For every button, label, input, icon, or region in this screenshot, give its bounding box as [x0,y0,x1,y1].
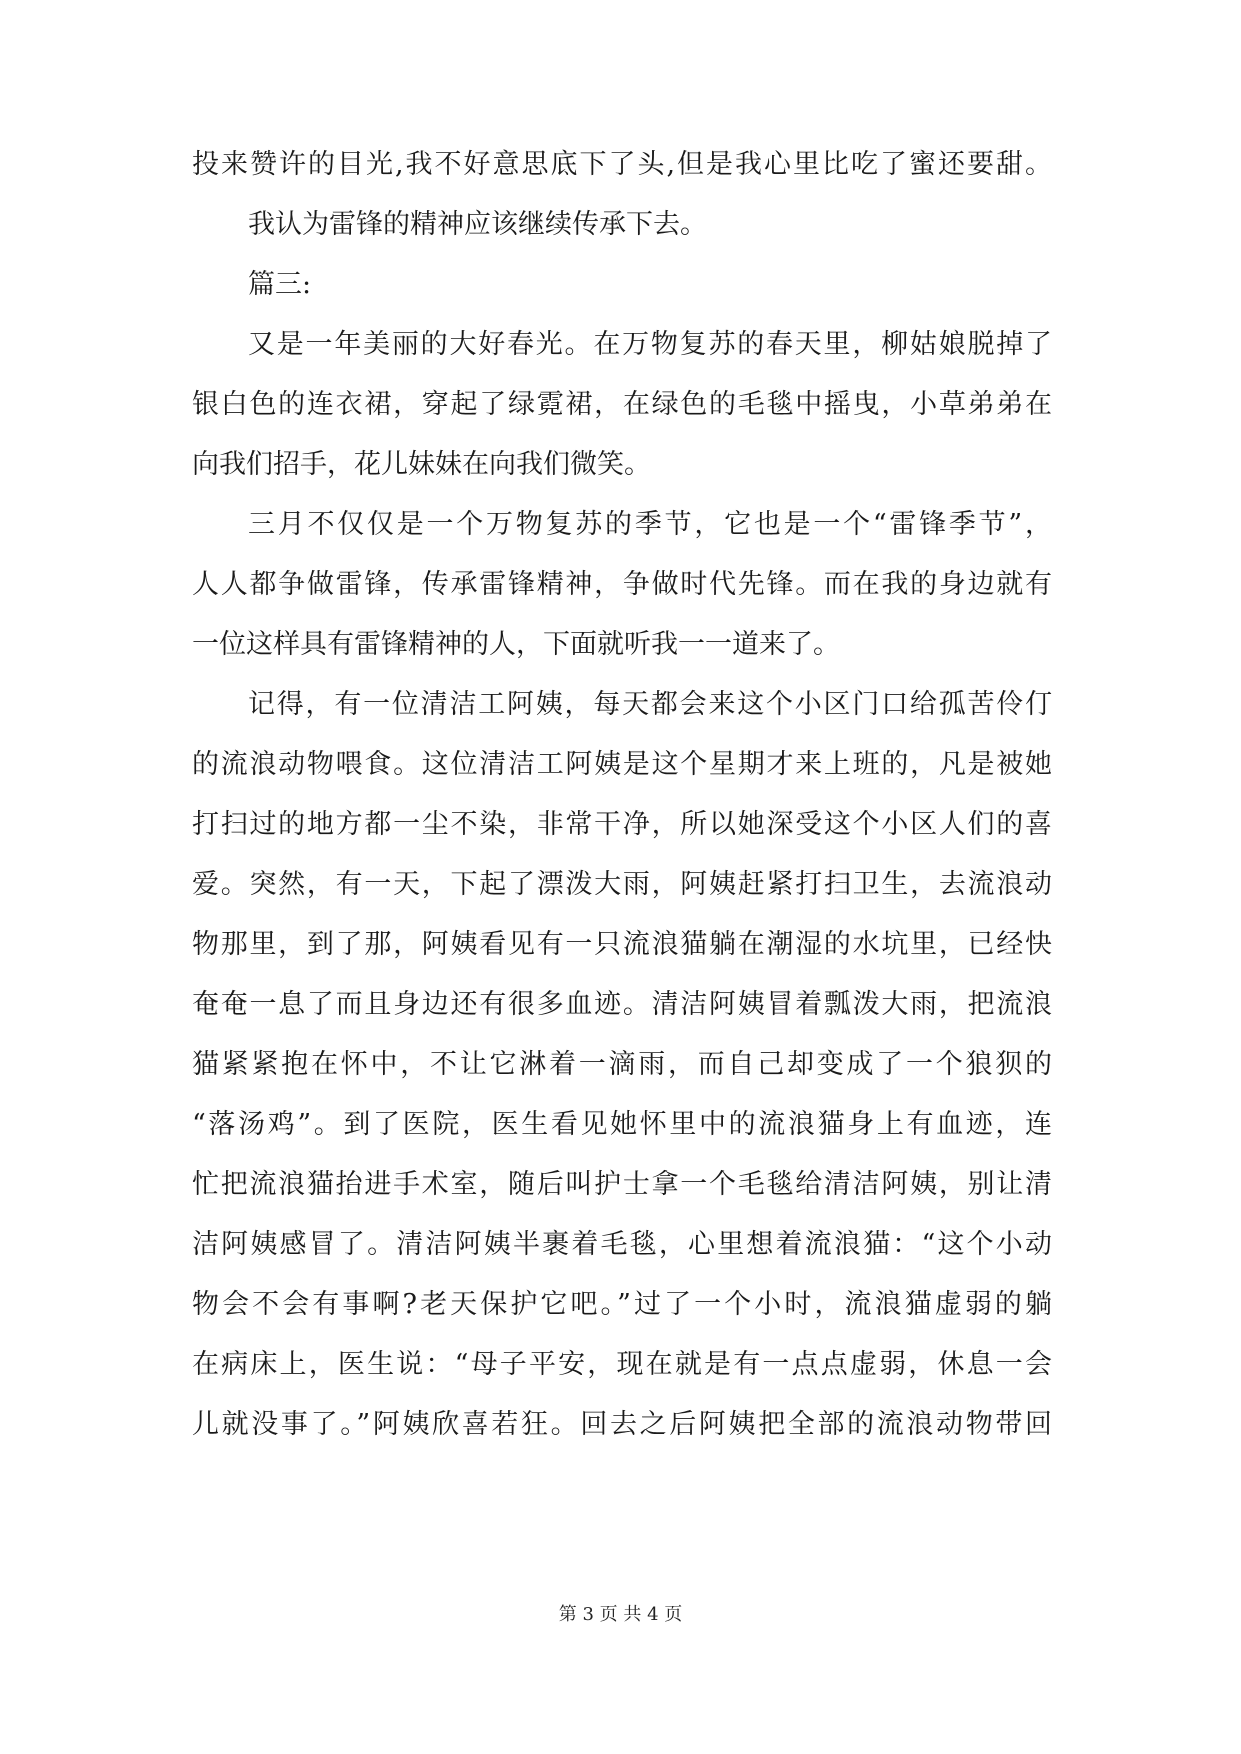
page-number-footer: 第 3 页 共 4 页 [558,1604,683,1625]
text-line: 儿就没事了。”阿姨欣喜若狂。回去之后阿姨把全部的流浪动物带回 [192,1409,1052,1440]
text-line: 银白色的连衣裙，穿起了绿霓裙，在绿色的毛毯中摇曳，小草弟弟在 [192,389,1052,420]
text-line: “落汤鸡”。到了医院，医生看见她怀里中的流浪猫身上有血迹，连 [192,1109,1052,1140]
text-line: 奄奄一息了而且身边还有很多血迹。清洁阿姨冒着瓢泼大雨，把流浪 [192,989,1052,1020]
text-line: 忙把流浪猫抬进手术室，随后叫护士拿一个毛毯给清洁阿姨，别让清 [192,1169,1052,1200]
text-line: 投来赞许的目光,我不好意思底下了头,但是我心里比吃了蜜还要甜。 [192,149,1052,180]
text-line: 打扫过的地方都一尘不染，非常干净，所以她深受这个小区人们的喜 [192,809,1052,840]
text-line: 猫紧紧抱在怀中，不让它淋着一滴雨，而自己却变成了一个狼狈的 [192,1049,1052,1080]
text-line: 的流浪动物喂食。这位清洁工阿姨是这个星期才来上班的，凡是被她 [192,749,1052,780]
text-line: 一位这样具有雷锋精神的人，下面就听我一一道来了。 [192,629,840,660]
text-line: 洁阿姨感冒了。清洁阿姨半裹着毛毯，心里想着流浪猫：“这个小动 [192,1229,1052,1260]
text-line: 向我们招手，花儿妹妹在向我们微笑。 [192,449,651,480]
text-line: 又是一年美丽的大好春光。在万物复苏的春天里，柳姑娘脱掉了 [248,329,1052,360]
text-line: 人人都争做雷锋，传承雷锋精神，争做时代先锋。而在我的身边就有 [192,569,1052,600]
text-line: 爱。突然，有一天，下起了漂泼大雨，阿姨赶紧打扫卫生，去流浪动 [192,869,1052,900]
text-line: 物那里，到了那，阿姨看见有一只流浪猫躺在潮湿的水坑里，已经快 [192,929,1052,960]
text-line: 记得，有一位清洁工阿姨，每天都会来这个小区门口给孤苦伶仃 [248,689,1052,720]
text-line: 在病床上，医生说：“母子平安，现在就是有一点点虚弱，休息一会 [192,1349,1052,1380]
text-line: 三月不仅仅是一个万物复苏的季节，它也是一个“雷锋季节”， [248,509,1052,540]
text-line: 物会不会有事啊?老天保护它吧。”过了一个小时，流浪猫虚弱的躺 [192,1289,1052,1320]
section-heading: 篇三: [248,269,312,300]
text-line: 我认为雷锋的精神应该继续传承下去。 [248,209,707,240]
